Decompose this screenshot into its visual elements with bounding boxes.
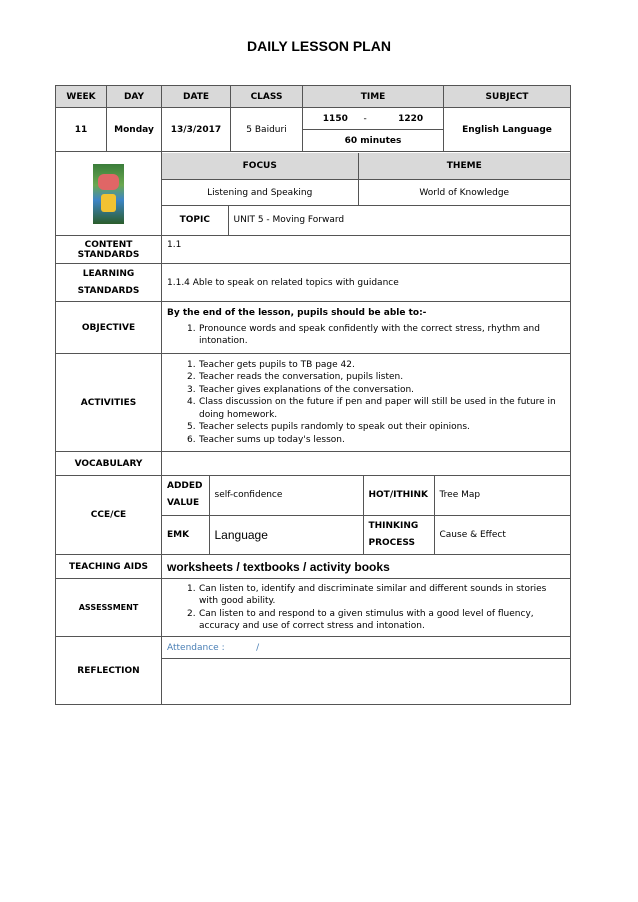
reflection-notes	[162, 659, 571, 705]
assessment-item: 1. Can listen to, identify and discriminate similar and different sounds in stories with good ability.	[187, 583, 547, 606]
week-header: WEEK	[56, 86, 107, 108]
learning-standards-label: LEARNING STANDARDS	[56, 264, 162, 302]
reflection-label: REFLECTION	[56, 637, 162, 705]
week-value: 11	[56, 108, 107, 152]
topic-label: TOPIC	[162, 206, 228, 235]
objective-item: 1. Pronounce words and speak confidently with the correct stress, rhythm and intonation.	[187, 323, 540, 346]
learning-standards-value: 1.1.4 Able to speak on related topics with guidance	[162, 264, 571, 302]
vocabulary-value	[162, 452, 571, 476]
activity-item: 1. Teacher gets pupils to TB page 42.	[187, 359, 355, 370]
added-value-label: ADDED VALUE	[162, 476, 209, 515]
topic-value: UNIT 5 - Moving Forward	[228, 206, 570, 235]
time-separator: -	[363, 113, 367, 124]
cce-label: CCE/CE	[56, 476, 162, 555]
day-value: Monday	[107, 108, 162, 152]
time-range	[303, 108, 444, 130]
activity-item: 4. Class discussion on the future if pen and paper will still be used in the future in doing homework.	[187, 397, 556, 420]
objective-label: OBJECTIVE	[56, 302, 162, 354]
focus-value: Listening and Speaking	[162, 180, 358, 206]
focus-theme-table	[162, 153, 570, 235]
activity-item: 3. Teacher gives explanations of the conversation.	[187, 384, 415, 395]
content-standards-label: CONTENT STANDARDS	[56, 236, 162, 264]
activity-item: 6. Teacher sums up today's lesson.	[187, 434, 345, 445]
vocabulary-label: VOCABULARY	[56, 452, 162, 476]
activities-label: ACTIVITIES	[56, 354, 162, 452]
page-title: DAILY LESSON PLAN	[247, 38, 391, 54]
objective-intro: By the end of the lesson, pupils should be able to:-	[167, 307, 427, 318]
attendance-label: Attendance :	[167, 642, 225, 653]
emk-value: Language	[209, 515, 363, 554]
attendance-separator: /	[256, 642, 260, 653]
hot-ithink-value: Tree Map	[434, 476, 570, 515]
thinking-process-label: THINKING PROCESS	[363, 515, 434, 554]
assessment-item: 2. Can listen to and respond to a given stimulus with a good level of fluency, accuracy and use of correct stress and intonation.	[187, 608, 534, 631]
book-cover-cell	[56, 152, 162, 236]
content-standards-value: 1.1	[162, 236, 571, 264]
teaching-aids-label: TEACHING AIDS	[56, 555, 162, 579]
date-header: DATE	[162, 86, 231, 108]
assessment-label: ASSESSMENT	[56, 579, 162, 637]
activity-item: 2. Teacher reads the conversation, pupils listen.	[187, 372, 404, 383]
date-value: 13/3/2017	[162, 108, 231, 152]
lesson-plan-table	[55, 85, 571, 705]
thinking-process-value: Cause & Effect	[434, 515, 570, 554]
class-value: 5 Baiduri	[231, 108, 303, 152]
emk-label: EMK	[162, 515, 209, 554]
time-start: 1150	[322, 113, 348, 124]
hot-ithink-label: HOT/ITHINK	[363, 476, 434, 515]
focus-header: FOCUS	[162, 153, 358, 180]
duration-value: 60 minutes	[303, 130, 444, 152]
activities-content	[162, 354, 571, 452]
day-header: DAY	[107, 86, 162, 108]
assessment-content	[162, 579, 571, 637]
objective-content	[162, 302, 571, 354]
english-textbook-cover-image	[93, 164, 124, 224]
added-value: self-confidence	[209, 476, 363, 515]
time-header: TIME	[303, 86, 444, 108]
time-end: 1220	[398, 113, 424, 124]
activity-item: 5. Teacher selects pupils randomly to speak out their opinions.	[187, 422, 470, 433]
class-header: CLASS	[231, 86, 303, 108]
attendance-field	[162, 637, 571, 659]
subject-header: SUBJECT	[444, 86, 571, 108]
subject-value: English Language	[444, 108, 571, 152]
theme-value: World of Knowledge	[358, 180, 570, 206]
cce-table	[162, 476, 570, 554]
theme-header: THEME	[358, 153, 570, 180]
teaching-aids-value: worksheets / textbooks / activity books	[162, 555, 571, 579]
